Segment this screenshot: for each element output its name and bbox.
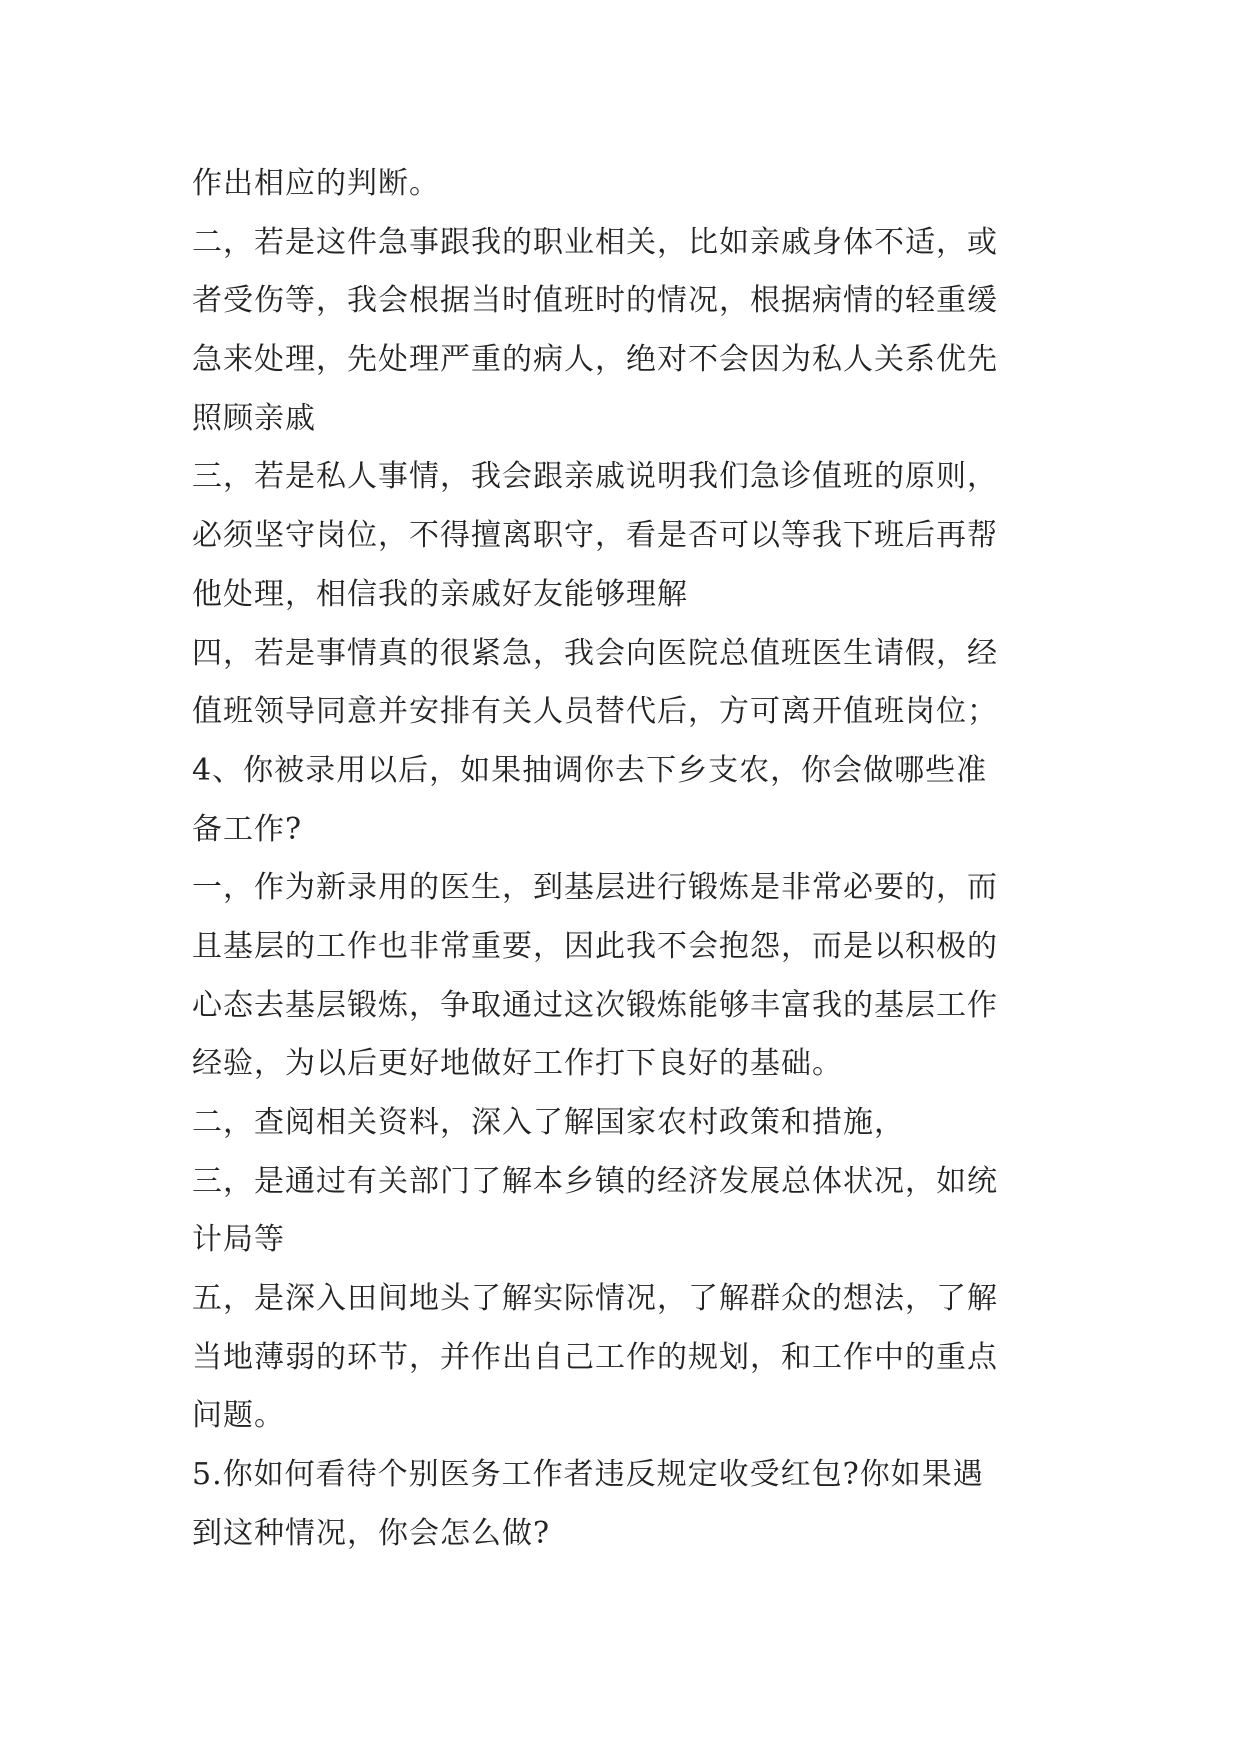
text-line: 必须坚守岗位，不得擅离职守，看是否可以等我下班后再帮: [192, 518, 998, 554]
text-line: 计局等: [192, 1222, 285, 1258]
text-line: 值班领导同意并安排有关人员替代后，方可离开值班岗位；: [192, 694, 998, 730]
text-line: 一，作为新录用的医生，到基层进行锻炼是非常必要的，而: [192, 870, 998, 906]
text-line: 三，是通过有关部门了解本乡镇的经济发展总体状况，如统: [192, 1163, 998, 1199]
question-line: 到这种情况，你会怎么做?: [192, 1515, 551, 1551]
question-line: 备工作?: [192, 811, 303, 847]
text-line: 作出相应的判断。: [192, 166, 440, 201]
question-line: 4、你被录用以后，如果抽调你去下乡支农，你会做哪些准: [192, 752, 988, 788]
text-line: 者受伤等，我会根据当时值班时的情况，根据病情的轻重缓: [192, 283, 998, 319]
text-line: 急来处理，先处理严重的病人，绝对不会因为私人关系优先: [192, 342, 998, 378]
text-line: 四，若是事情真的很紧急，我会向医院总值班医生请假，经: [192, 635, 998, 671]
text-line: 照顾亲戚: [192, 400, 316, 436]
text-line: 五，是深入田间地头了解实际情况，了解群众的想法，了解: [192, 1281, 998, 1317]
text-line: 二，若是这件急事跟我的职业相关，比如亲戚身体不适，或: [192, 224, 998, 260]
text-line: 经验，为以后更好地做好工作打下良好的基础。: [192, 1046, 843, 1082]
document-body: [192, 155, 1052, 1564]
text-line: 心态去基层锻炼，争取通过这次锻炼能够丰富我的基层工作: [192, 987, 998, 1023]
text-line: 问题。: [192, 1398, 285, 1434]
text-line: 三，若是私人事情，我会跟亲戚说明我们急诊值班的原则，: [192, 459, 998, 495]
text-line: 且基层的工作也非常重要，因此我不会抱怨，而是以积极的: [192, 928, 998, 964]
text-line: 他处理，相信我的亲戚好友能够理解: [192, 576, 688, 612]
text-line: 当地薄弱的环节，并作出自己工作的规划，和工作中的重点: [192, 1339, 998, 1375]
text-line: 二，查阅相关资料，深入了解国家农村政策和措施，: [192, 1105, 905, 1140]
question-line: 5.你如何看待个别医务工作者违反规定收受红包?你如果遇: [192, 1457, 984, 1493]
